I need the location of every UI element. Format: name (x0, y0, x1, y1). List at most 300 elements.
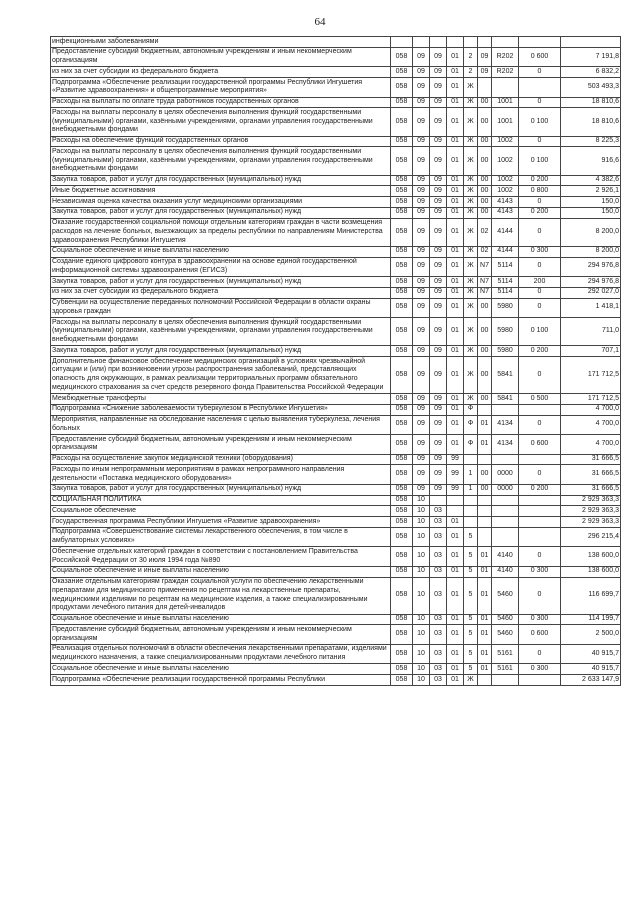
row-name-cell: СОЦИАЛЬНАЯ ПОЛИТИКА (51, 495, 391, 506)
row-name-cell: Подпрограмма «Снижение заболеваемости туберкулезом в Республике Ингушетия» (51, 404, 391, 415)
table-row (51, 346, 621, 357)
program-code-cell: 01 (447, 108, 464, 136)
subprogram-code-cell: Ж (464, 394, 478, 405)
ministry-code-cell: 058 (391, 318, 413, 346)
subprogram-code-cell: 5 (464, 625, 478, 645)
section-code-cell: 09 (413, 136, 430, 147)
subprogram-code-cell: Ж (464, 147, 478, 175)
subsection-code-cell: 09 (430, 108, 447, 136)
ministry-code-cell: 058 (391, 435, 413, 455)
amount-cell: 18 810,6 (561, 108, 621, 136)
direction-code-cell: 5114 (492, 277, 519, 288)
direction-code-cell: 5980 (492, 318, 519, 346)
expense-type-cell: 0 600 (519, 435, 561, 455)
amount-cell: 2 500,0 (561, 625, 621, 645)
program-code-cell: 01 (447, 346, 464, 357)
direction-code-cell: 5161 (492, 664, 519, 675)
subprogram-code-cell: 2 (464, 47, 478, 67)
main-event-code-cell: 01 (478, 664, 492, 675)
section-code-cell: 10 (413, 577, 430, 614)
row-name-cell: Оказание отдельным категориям граждан социальной услуги по обеспечению лекарственными препаратами для медицинского применения по рецептам на лекарственные препараты, медицинскими изделиями по рецептам на медицинские изделия, а также специализированными продуктами лечебного питания для детей-инвалидов (51, 577, 391, 614)
main-event-code-cell: 00 (478, 484, 492, 495)
row-name-cell: Обеспечение отдельных категорий граждан в соответствии с постановлением Правительства Российской Федерации от 30 июля 1994 года №890 (51, 547, 391, 567)
row-name-cell: Иные бюджетные ассигнования (51, 186, 391, 197)
program-code-cell: 01 (447, 197, 464, 208)
section-code-cell: 09 (413, 404, 430, 415)
direction-code-cell: 5114 (492, 287, 519, 298)
expense-type-cell (519, 78, 561, 98)
amount-cell: 916,6 (561, 147, 621, 175)
row-name-cell: Социальное обеспечение (51, 506, 391, 517)
row-name-cell: Социальное обеспечение и иные выплаты населению (51, 566, 391, 577)
program-code-cell: 01 (447, 675, 464, 686)
subprogram-code-cell: Ж (464, 108, 478, 136)
subprogram-code-cell: Ж (464, 277, 478, 288)
subsection-code-cell: 03 (430, 644, 447, 664)
expense-type-cell: 0 (519, 257, 561, 277)
table-row (51, 218, 621, 246)
amount-cell: 171 712,5 (561, 394, 621, 405)
row-name-cell: Закупка товаров, работ и услуг для государственных (муниципальных) нужд (51, 175, 391, 186)
row-name-cell: Закупка товаров, работ и услуг для государственных (муниципальных) нужд (51, 207, 391, 218)
program-code-cell: 01 (447, 517, 464, 528)
direction-code-cell (492, 675, 519, 686)
subprogram-code-cell (464, 517, 478, 528)
section-code-cell: 09 (413, 67, 430, 78)
direction-code-cell (492, 454, 519, 465)
section-code-cell: 10 (413, 506, 430, 517)
program-code-cell: 01 (447, 547, 464, 567)
direction-code-cell: 5460 (492, 577, 519, 614)
direction-code-cell: 5841 (492, 394, 519, 405)
main-event-code-cell: 02 (478, 246, 492, 257)
section-code-cell: 10 (413, 547, 430, 567)
row-name-cell: Расходы по иным непрограммным мероприятиям в рамках непрограммного направления деятельности «Поставка медицинского оборудования» (51, 465, 391, 485)
subprogram-code-cell: Ж (464, 675, 478, 686)
amount-cell: 40 915,7 (561, 644, 621, 664)
amount-cell: 114 199,7 (561, 614, 621, 625)
expense-type-cell: 0 (519, 67, 561, 78)
expense-type-cell: 0 (519, 465, 561, 485)
ministry-code-cell: 058 (391, 207, 413, 218)
subsection-code-cell: 09 (430, 287, 447, 298)
table-row (51, 136, 621, 147)
row-name-cell: Предоставление субсидий бюджетным, автономным учреждениям и иным некоммерческим организациям (51, 435, 391, 455)
program-code-cell: 99 (447, 454, 464, 465)
subsection-code-cell: 09 (430, 415, 447, 435)
row-name-cell: Создание единого цифрового контура в здравоохранении на основе единой государственной информационной системы здравоохранения (ЕГИСЗ) (51, 257, 391, 277)
expense-type-cell: 0 (519, 577, 561, 614)
section-code-cell: 09 (413, 108, 430, 136)
table-row (51, 664, 621, 675)
subsection-code-cell: 03 (430, 577, 447, 614)
subprogram-code-cell: Ф (464, 404, 478, 415)
ministry-code-cell: 058 (391, 644, 413, 664)
row-name-cell: Оказание государственной социальной помощи отдельным категориям граждан в части возмещения расходов на лечение больных, выезжающих за пределы республики по направлениям Министерства здравоохранения Республики Ингушетия (51, 218, 391, 246)
program-code-cell: 01 (447, 257, 464, 277)
subsection-code-cell: 09 (430, 47, 447, 67)
row-name-cell: из них за счет субсидии из федерального бюджета (51, 287, 391, 298)
ministry-code-cell: 058 (391, 147, 413, 175)
program-code-cell: 01 (447, 47, 464, 67)
ministry-code-cell: 058 (391, 495, 413, 506)
table-row (51, 246, 621, 257)
table-row (51, 207, 621, 218)
amount-cell: 707,1 (561, 346, 621, 357)
table-row (51, 394, 621, 405)
ministry-code-cell: 058 (391, 454, 413, 465)
amount-cell: 171 712,5 (561, 357, 621, 394)
program-code-cell: 01 (447, 298, 464, 318)
program-code-cell (447, 506, 464, 517)
expense-type-cell (519, 404, 561, 415)
direction-code-cell: 4140 (492, 566, 519, 577)
program-code-cell: 01 (447, 404, 464, 415)
expense-type-cell: 0 300 (519, 246, 561, 257)
amount-cell: 138 600,0 (561, 547, 621, 567)
section-code-cell: 09 (413, 394, 430, 405)
row-name-cell: Реализация отдельных полномочий в области обеспечения лекарственными препаратами, изделиями медицинского назначения, а также специализированными продуктами лечебного питания (51, 644, 391, 664)
section-code-cell: 09 (413, 147, 430, 175)
expense-type-cell: 0 200 (519, 207, 561, 218)
table-row (51, 517, 621, 528)
direction-code-cell: 5460 (492, 625, 519, 645)
ministry-code-cell: 058 (391, 246, 413, 257)
amount-cell: 4 700,0 (561, 435, 621, 455)
direction-code-cell (492, 404, 519, 415)
direction-code-cell: 4140 (492, 547, 519, 567)
amount-cell: 294 976,8 (561, 277, 621, 288)
subsection-code-cell: 09 (430, 257, 447, 277)
subsection-code-cell: 09 (430, 197, 447, 208)
section-code-cell: 10 (413, 614, 430, 625)
amount-cell: 8 225,3 (561, 136, 621, 147)
ministry-code-cell: 058 (391, 614, 413, 625)
table-row (51, 506, 621, 517)
subprogram-code-cell: Ж (464, 207, 478, 218)
direction-code-cell: 4134 (492, 435, 519, 455)
row-name-cell: Закупка товаров, работ и услуг для государственных (муниципальных) нужд (51, 277, 391, 288)
program-code-cell: 01 (447, 246, 464, 257)
table-row (51, 404, 621, 415)
table-row (51, 186, 621, 197)
expense-type-cell: 0 200 (519, 484, 561, 495)
ministry-code-cell: 058 (391, 527, 413, 547)
program-code-cell: 99 (447, 484, 464, 495)
section-code-cell: 09 (413, 287, 430, 298)
row-name-cell: Расходы на выплаты персоналу в целях обеспечения выполнения функций государственными (муниципальными) органами, казёнными учреждениями, органами управления государственными внебюджетными фондами (51, 318, 391, 346)
subprogram-code-cell: 5 (464, 614, 478, 625)
amount-cell: 8 200,0 (561, 246, 621, 257)
subsection-code-cell: 09 (430, 454, 447, 465)
expense-type-cell: 0 200 (519, 346, 561, 357)
direction-code-cell: 4144 (492, 246, 519, 257)
ministry-code-cell: 058 (391, 506, 413, 517)
program-code-cell: 01 (447, 357, 464, 394)
section-code-cell: 10 (413, 566, 430, 577)
direction-code-cell: 5980 (492, 346, 519, 357)
main-event-code-cell (478, 506, 492, 517)
row-name-cell: Дополнительное финансовое обеспечение медицинских организаций в условиях чрезвычайной ситуации и (или) при возникновении угрозы распространения заболеваний, представляющих опасность для окружающих, в рамках реализации территориальных программ обязательного медицинского страхования за счет средств резервного фонда Правительства Российской Федерации (51, 357, 391, 394)
direction-code-cell (492, 78, 519, 98)
program-code-cell: 01 (447, 287, 464, 298)
expense-type-cell: 0 200 (519, 175, 561, 186)
ministry-code-cell: 058 (391, 136, 413, 147)
main-event-code-cell: 01 (478, 625, 492, 645)
amount-cell: 31 666,5 (561, 454, 621, 465)
direction-code-cell (492, 495, 519, 506)
subsection-code-cell: 09 (430, 484, 447, 495)
row-name-cell: Субвенции на осуществление переданных полномочий Российской Федерации в области охраны здоровья граждан (51, 298, 391, 318)
subprogram-code-cell: Ж (464, 346, 478, 357)
table-row (51, 257, 621, 277)
section-code-cell: 10 (413, 644, 430, 664)
main-event-code-cell (478, 404, 492, 415)
table-row (51, 465, 621, 485)
section-code-cell: 09 (413, 415, 430, 435)
subprogram-code-cell: Ж (464, 298, 478, 318)
table-row (51, 644, 621, 664)
subsection-code-cell: 03 (430, 566, 447, 577)
main-event-code-cell: 00 (478, 197, 492, 208)
program-code-cell: 99 (447, 465, 464, 485)
row-name-cell: Закупка товаров, работ и услуг для государственных (муниципальных) нужд (51, 484, 391, 495)
amount-cell: 116 699,7 (561, 577, 621, 614)
subsection-code-cell: 03 (430, 625, 447, 645)
subsection-code-cell: 09 (430, 465, 447, 485)
program-code-cell: 01 (447, 614, 464, 625)
section-code-cell: 09 (413, 97, 430, 108)
section-code-cell: 10 (413, 675, 430, 686)
expense-type-cell (519, 527, 561, 547)
ministry-code-cell: 058 (391, 298, 413, 318)
main-event-code-cell: 00 (478, 175, 492, 186)
subsection-code-cell: 09 (430, 277, 447, 288)
program-code-cell: 01 (447, 435, 464, 455)
section-code-cell: 09 (413, 246, 430, 257)
amount-cell: 296 215,4 (561, 527, 621, 547)
main-event-code-cell: 01 (478, 435, 492, 455)
main-event-code-cell: N7 (478, 257, 492, 277)
subprogram-code-cell (464, 454, 478, 465)
amount-cell: 31 666,5 (561, 465, 621, 485)
direction-code-cell: 5161 (492, 644, 519, 664)
main-event-code-cell: 00 (478, 136, 492, 147)
amount-cell: 7 191,8 (561, 47, 621, 67)
row-name-cell: Закупка товаров, работ и услуг для государственных (муниципальных) нужд (51, 346, 391, 357)
subprogram-code-cell: Ж (464, 287, 478, 298)
subprogram-code-cell: Ж (464, 78, 478, 98)
program-code-cell: 01 (447, 218, 464, 246)
section-code-cell: 09 (413, 197, 430, 208)
table-row (51, 454, 621, 465)
subprogram-code-cell: Ж (464, 136, 478, 147)
subsection-code-cell: 09 (430, 246, 447, 257)
subsection-code-cell: 09 (430, 67, 447, 78)
table-row (51, 566, 621, 577)
table-row (51, 415, 621, 435)
program-code-cell: 01 (447, 136, 464, 147)
section-code-cell: 09 (413, 257, 430, 277)
section-code-cell: 10 (413, 625, 430, 645)
main-event-code-cell (478, 78, 492, 98)
table-row (51, 484, 621, 495)
main-event-code-cell: 01 (478, 577, 492, 614)
subsection-code-cell: 03 (430, 675, 447, 686)
row-name-cell: Расходы на осуществление закупок медицинской техники (оборудования) (51, 454, 391, 465)
program-code-cell: 01 (447, 625, 464, 645)
amount-cell: 150,0 (561, 197, 621, 208)
subprogram-code-cell: Ж (464, 218, 478, 246)
subsection-code-cell (430, 495, 447, 506)
amount-cell: 18 810,6 (561, 97, 621, 108)
direction-code-cell: R202 (492, 67, 519, 78)
subsection-code-cell: 03 (430, 664, 447, 675)
subprogram-code-cell (464, 37, 478, 48)
ministry-code-cell: 058 (391, 47, 413, 67)
subprogram-code-cell: 5 (464, 664, 478, 675)
subsection-code-cell: 03 (430, 614, 447, 625)
subsection-code-cell: 09 (430, 218, 447, 246)
amount-cell: 6 832,2 (561, 67, 621, 78)
section-code-cell: 10 (413, 664, 430, 675)
ministry-code-cell: 058 (391, 517, 413, 528)
section-code-cell: 09 (413, 207, 430, 218)
program-code-cell: 01 (447, 175, 464, 186)
row-name-cell: Независимая оценка качества оказания услуг медицинскими организациями (51, 197, 391, 208)
subsection-code-cell: 09 (430, 186, 447, 197)
program-code-cell: 01 (447, 147, 464, 175)
amount-cell: 2 929 363,3 (561, 495, 621, 506)
subsection-code-cell: 09 (430, 78, 447, 98)
subprogram-code-cell: Ж (464, 97, 478, 108)
table-row (51, 78, 621, 98)
direction-code-cell: 1002 (492, 147, 519, 175)
amount-cell: 40 915,7 (561, 664, 621, 675)
subprogram-code-cell (464, 506, 478, 517)
subsection-code-cell: 09 (430, 147, 447, 175)
program-code-cell: 01 (447, 394, 464, 405)
main-event-code-cell (478, 37, 492, 48)
row-name-cell: Расходы на выплаты персоналу в целях обеспечения выполнения функций государственными (муниципальными) органами, казёнными учреждениями, органами управления государственными внебюджетными фондами (51, 108, 391, 136)
row-name-cell: Мероприятия, направленные на обследование населения с целью выявления туберкулеза, лечения больных (51, 415, 391, 435)
main-event-code-cell: 00 (478, 147, 492, 175)
row-name-cell: Подпрограмма «Совершенствование системы лекарственного обеспечения, в том числе в амбулаторных условиях» (51, 527, 391, 547)
program-code-cell: 01 (447, 186, 464, 197)
subprogram-code-cell: Ж (464, 246, 478, 257)
expense-type-cell: 0 600 (519, 625, 561, 645)
subprogram-code-cell: 5 (464, 644, 478, 664)
expense-type-cell: 0 100 (519, 318, 561, 346)
subsection-code-cell: 09 (430, 404, 447, 415)
row-name-cell: Расходы на обеспечение функций государственных органов (51, 136, 391, 147)
subsection-code-cell: 09 (430, 298, 447, 318)
main-event-code-cell: 00 (478, 108, 492, 136)
section-code-cell: 09 (413, 186, 430, 197)
ministry-code-cell: 058 (391, 175, 413, 186)
expense-type-cell (519, 454, 561, 465)
table-row (51, 147, 621, 175)
subsection-code-cell: 09 (430, 97, 447, 108)
expense-type-cell: 0 500 (519, 394, 561, 405)
ministry-code-cell: 058 (391, 484, 413, 495)
direction-code-cell: 1002 (492, 186, 519, 197)
page-number: 64 (314, 16, 326, 28)
section-code-cell: 09 (413, 454, 430, 465)
ministry-code-cell: 058 (391, 577, 413, 614)
row-name-cell: Межбюджетные трансферты (51, 394, 391, 405)
direction-code-cell: 4143 (492, 197, 519, 208)
program-code-cell: 01 (447, 527, 464, 547)
main-event-code-cell: 00 (478, 318, 492, 346)
subprogram-code-cell: Ж (464, 318, 478, 346)
table-row (51, 197, 621, 208)
main-event-code-cell: 00 (478, 97, 492, 108)
amount-cell: 503 493,3 (561, 78, 621, 98)
subprogram-code-cell: 5 (464, 547, 478, 567)
subprogram-code-cell: Ж (464, 197, 478, 208)
program-code-cell: 01 (447, 664, 464, 675)
subprogram-code-cell (464, 495, 478, 506)
direction-code-cell: 4144 (492, 218, 519, 246)
section-code-cell: 09 (413, 175, 430, 186)
subsection-code-cell: 03 (430, 547, 447, 567)
subsection-code-cell: 09 (430, 346, 447, 357)
section-code-cell: 09 (413, 298, 430, 318)
direction-code-cell: 5114 (492, 257, 519, 277)
table-row (51, 614, 621, 625)
ministry-code-cell: 058 (391, 465, 413, 485)
ministry-code-cell: 058 (391, 394, 413, 405)
expense-type-cell: 0 600 (519, 47, 561, 67)
main-event-code-cell (478, 495, 492, 506)
direction-code-cell: 5460 (492, 614, 519, 625)
amount-cell: 4 700,0 (561, 404, 621, 415)
expense-type-cell: 200 (519, 277, 561, 288)
subprogram-code-cell: 5 (464, 566, 478, 577)
direction-code-cell: 4143 (492, 207, 519, 218)
subsection-code-cell: 03 (430, 506, 447, 517)
section-code-cell: 09 (413, 47, 430, 67)
budget-table-body (51, 37, 621, 686)
amount-cell: 2 633 147,9 (561, 675, 621, 686)
subsection-code-cell: 09 (430, 357, 447, 394)
program-code-cell: 01 (447, 207, 464, 218)
table-row (51, 108, 621, 136)
subsection-code-cell: 03 (430, 527, 447, 547)
section-code-cell: 10 (413, 517, 430, 528)
expense-type-cell (519, 506, 561, 517)
expense-type-cell: 0 (519, 547, 561, 567)
section-code-cell: 09 (413, 318, 430, 346)
program-code-cell: 01 (447, 644, 464, 664)
amount-cell: 138 600,0 (561, 566, 621, 577)
subprogram-code-cell: Ф (464, 415, 478, 435)
subprogram-code-cell: 5 (464, 577, 478, 614)
main-event-code-cell: 01 (478, 566, 492, 577)
table-row (51, 277, 621, 288)
row-name-cell: Предоставление субсидий бюджетным, автономным учреждениям и иным некоммерческим организациям (51, 625, 391, 645)
main-event-code-cell: 00 (478, 207, 492, 218)
direction-code-cell: 1001 (492, 97, 519, 108)
expense-type-cell: 0 300 (519, 664, 561, 675)
subsection-code-cell (430, 37, 447, 48)
main-event-code-cell: 01 (478, 614, 492, 625)
subprogram-code-cell: Ж (464, 357, 478, 394)
amount-cell (561, 37, 621, 48)
expense-type-cell: 0 800 (519, 186, 561, 197)
direction-code-cell (492, 527, 519, 547)
